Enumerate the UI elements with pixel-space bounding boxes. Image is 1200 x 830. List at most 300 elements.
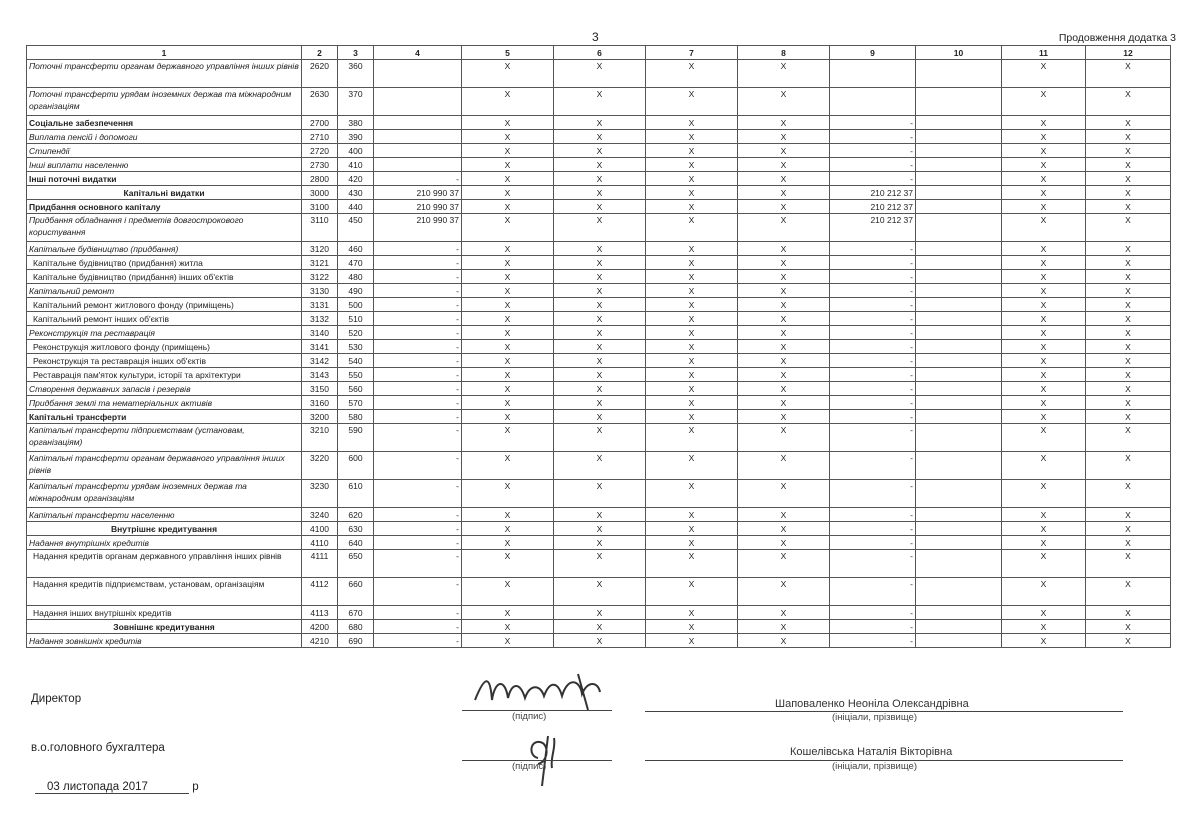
value-cell: X xyxy=(646,172,738,186)
value-cell: X xyxy=(646,606,738,620)
value-cell: 210 212 37 xyxy=(830,200,916,214)
value-cell: X xyxy=(462,144,554,158)
value-cell: X xyxy=(462,270,554,284)
value-cell: X xyxy=(738,452,830,480)
table-row xyxy=(27,620,1171,634)
value-cell: X xyxy=(646,340,738,354)
value-cell: - xyxy=(374,396,462,410)
value-cell: X xyxy=(738,368,830,382)
value-cell: X xyxy=(738,410,830,424)
value-cell: X xyxy=(738,522,830,536)
value-cell: X xyxy=(646,130,738,144)
line-code-cell: 370 xyxy=(338,88,374,116)
value-cell: X xyxy=(646,578,738,606)
kekv-code-cell: 3150 xyxy=(302,382,338,396)
value-cell: X xyxy=(462,326,554,340)
value-cell: X xyxy=(1086,634,1171,648)
value-cell: X xyxy=(1086,368,1171,382)
value-cell: X xyxy=(554,480,646,508)
value-cell: X xyxy=(646,508,738,522)
value-cell: X xyxy=(1086,452,1171,480)
kekv-code-cell: 3130 xyxy=(302,284,338,298)
value-cell: X xyxy=(1002,396,1086,410)
column-header: 9 xyxy=(830,46,916,60)
value-cell: X xyxy=(462,88,554,116)
value-cell: - xyxy=(374,368,462,382)
value-cell: X xyxy=(646,354,738,368)
value-cell xyxy=(916,326,1002,340)
value-cell: X xyxy=(738,116,830,130)
value-cell: X xyxy=(738,424,830,452)
value-cell: X xyxy=(554,410,646,424)
line-code-cell: 630 xyxy=(338,522,374,536)
kekv-code-cell: 3110 xyxy=(302,214,338,242)
value-cell: 210 990 37 xyxy=(374,214,462,242)
value-cell: X xyxy=(554,340,646,354)
value-cell: X xyxy=(646,270,738,284)
table-row xyxy=(27,578,1171,606)
table-row xyxy=(27,326,1171,340)
kekv-code-cell: 3140 xyxy=(302,326,338,340)
value-cell: X xyxy=(1086,158,1171,172)
line-code-cell: 690 xyxy=(338,634,374,648)
value-cell: X xyxy=(1086,396,1171,410)
kekv-code-cell: 4111 xyxy=(302,550,338,578)
column-header: 4 xyxy=(374,46,462,60)
row-name-cell: Капітальні трансферти органам державного управління інших рівнів xyxy=(27,452,302,480)
value-cell: X xyxy=(1086,480,1171,508)
table-row xyxy=(27,550,1171,578)
value-cell: X xyxy=(462,550,554,578)
table-row xyxy=(27,522,1171,536)
value-cell: X xyxy=(462,536,554,550)
value-cell xyxy=(374,158,462,172)
value-cell: X xyxy=(646,620,738,634)
kekv-code-cell: 4113 xyxy=(302,606,338,620)
value-cell xyxy=(916,340,1002,354)
value-cell: - xyxy=(830,116,916,130)
value-cell: - xyxy=(374,354,462,368)
row-name-cell: Створення державних запасів і резервів xyxy=(27,382,302,396)
value-cell: X xyxy=(1002,424,1086,452)
value-cell xyxy=(916,634,1002,648)
value-cell: X xyxy=(554,270,646,284)
value-cell: X xyxy=(1002,368,1086,382)
row-name-cell: Інші виплати населенню xyxy=(27,158,302,172)
value-cell: X xyxy=(554,60,646,88)
table-row xyxy=(27,214,1171,242)
row-name-cell: Реконструкція та реставрація xyxy=(27,326,302,340)
value-cell: X xyxy=(554,368,646,382)
value-cell: X xyxy=(462,508,554,522)
value-cell: X xyxy=(462,312,554,326)
value-cell: X xyxy=(738,578,830,606)
kekv-code-cell: 3200 xyxy=(302,410,338,424)
value-cell: X xyxy=(462,396,554,410)
value-cell xyxy=(830,60,916,88)
value-cell: X xyxy=(1086,298,1171,312)
value-cell: X xyxy=(646,284,738,298)
value-cell: X xyxy=(462,284,554,298)
table-row xyxy=(27,256,1171,270)
row-name-cell: Надання інших внутрішніх кредитів xyxy=(27,606,302,620)
value-cell xyxy=(916,186,1002,200)
value-cell: - xyxy=(374,620,462,634)
value-cell: X xyxy=(738,144,830,158)
row-name-cell: Капітальний ремонт житлового фонду (приміщень) xyxy=(27,298,302,312)
value-cell: - xyxy=(374,382,462,396)
column-header: 11 xyxy=(1002,46,1086,60)
table-row xyxy=(27,60,1171,88)
value-cell: X xyxy=(646,200,738,214)
value-cell: X xyxy=(1002,242,1086,256)
kekv-code-cell: 4200 xyxy=(302,620,338,634)
kekv-code-cell: 4110 xyxy=(302,536,338,550)
value-cell: X xyxy=(554,214,646,242)
row-name-cell: Капітальне будівництво (придбання) інших об'єктів xyxy=(27,270,302,284)
value-cell xyxy=(916,214,1002,242)
value-cell: X xyxy=(1086,242,1171,256)
column-header: 1 xyxy=(27,46,302,60)
row-name-cell: Капітальні видатки xyxy=(27,186,302,200)
value-cell: X xyxy=(462,172,554,186)
value-cell: X xyxy=(1002,186,1086,200)
value-cell: X xyxy=(1002,88,1086,116)
table-header-row xyxy=(27,46,1171,60)
table-row xyxy=(27,452,1171,480)
kekv-code-cell: 3210 xyxy=(302,424,338,452)
value-cell xyxy=(916,270,1002,284)
value-cell: X xyxy=(738,214,830,242)
value-cell: - xyxy=(830,410,916,424)
row-name-cell: Капітальне будівництво (придбання) житла xyxy=(27,256,302,270)
value-cell: X xyxy=(554,144,646,158)
row-name-cell: Капітальне будівництво (придбання) xyxy=(27,242,302,256)
value-cell: X xyxy=(738,480,830,508)
value-cell: X xyxy=(554,158,646,172)
table-row xyxy=(27,130,1171,144)
line-code-cell: 420 xyxy=(338,172,374,186)
value-cell: - xyxy=(830,620,916,634)
value-cell: X xyxy=(646,410,738,424)
kekv-code-cell: 3122 xyxy=(302,270,338,284)
value-cell: X xyxy=(1086,172,1171,186)
value-cell: - xyxy=(830,298,916,312)
value-cell xyxy=(830,88,916,116)
value-cell: X xyxy=(1002,270,1086,284)
value-cell: X xyxy=(554,508,646,522)
kekv-code-cell: 3120 xyxy=(302,242,338,256)
value-cell: - xyxy=(830,242,916,256)
kekv-code-cell: 3142 xyxy=(302,354,338,368)
value-cell: X xyxy=(462,158,554,172)
line-code-cell: 650 xyxy=(338,550,374,578)
value-cell: X xyxy=(554,298,646,312)
value-cell: - xyxy=(374,508,462,522)
value-cell: X xyxy=(738,270,830,284)
table-row xyxy=(27,144,1171,158)
director-sign-caption: (підпис) xyxy=(512,711,547,722)
value-cell: X xyxy=(1086,508,1171,522)
value-cell: X xyxy=(738,550,830,578)
value-cell: X xyxy=(554,382,646,396)
line-code-cell: 550 xyxy=(338,368,374,382)
value-cell: X xyxy=(462,606,554,620)
kekv-code-cell: 3143 xyxy=(302,368,338,382)
value-cell: X xyxy=(1086,410,1171,424)
line-code-cell: 640 xyxy=(338,536,374,550)
row-name-cell: Придбання землі та нематеріальних активів xyxy=(27,396,302,410)
value-cell xyxy=(916,508,1002,522)
director-name-caption: (ініціали, прізвище) xyxy=(832,712,917,723)
line-code-cell: 460 xyxy=(338,242,374,256)
value-cell: X xyxy=(646,634,738,648)
value-cell: - xyxy=(374,326,462,340)
value-cell xyxy=(916,256,1002,270)
value-cell: X xyxy=(554,578,646,606)
value-cell: X xyxy=(738,200,830,214)
table-row xyxy=(27,200,1171,214)
value-cell xyxy=(374,60,462,88)
table-row xyxy=(27,424,1171,452)
value-cell: X xyxy=(646,88,738,116)
date-value: 03 листопада 2017 xyxy=(35,781,189,794)
column-header: 5 xyxy=(462,46,554,60)
value-cell: X xyxy=(646,326,738,340)
line-code-cell: 580 xyxy=(338,410,374,424)
value-cell: X xyxy=(1002,326,1086,340)
value-cell: - xyxy=(830,158,916,172)
value-cell xyxy=(916,578,1002,606)
value-cell: - xyxy=(374,340,462,354)
kekv-code-cell: 4112 xyxy=(302,578,338,606)
value-cell: X xyxy=(462,354,554,368)
line-code-cell: 390 xyxy=(338,130,374,144)
value-cell xyxy=(916,312,1002,326)
kekv-code-cell: 2700 xyxy=(302,116,338,130)
value-cell: - xyxy=(374,172,462,186)
value-cell: X xyxy=(646,424,738,452)
accountant-signature xyxy=(520,728,570,790)
value-cell: X xyxy=(1002,200,1086,214)
value-cell xyxy=(916,480,1002,508)
value-cell: X xyxy=(554,354,646,368)
date-suffix: р xyxy=(192,781,199,793)
value-cell: X xyxy=(554,242,646,256)
value-cell: - xyxy=(374,410,462,424)
table-row xyxy=(27,382,1171,396)
value-cell: - xyxy=(374,284,462,298)
value-cell: X xyxy=(1002,550,1086,578)
value-cell: - xyxy=(830,256,916,270)
table-row xyxy=(27,508,1171,522)
value-cell: - xyxy=(374,242,462,256)
line-code-cell: 430 xyxy=(338,186,374,200)
line-code-cell: 610 xyxy=(338,480,374,508)
kekv-code-cell: 3132 xyxy=(302,312,338,326)
value-cell: - xyxy=(830,536,916,550)
value-cell: X xyxy=(1086,214,1171,242)
row-name-cell: Надання зовнішніх кредитів xyxy=(27,634,302,648)
value-cell: X xyxy=(1086,620,1171,634)
value-cell xyxy=(916,536,1002,550)
value-cell xyxy=(916,158,1002,172)
line-code-cell: 470 xyxy=(338,256,374,270)
table-row xyxy=(27,312,1171,326)
table-row xyxy=(27,340,1171,354)
row-name-cell: Надання кредитів органам державного управління інших рівнів xyxy=(27,550,302,578)
value-cell: X xyxy=(1086,326,1171,340)
value-cell: X xyxy=(1002,144,1086,158)
line-code-cell: 360 xyxy=(338,60,374,88)
value-cell: X xyxy=(462,522,554,536)
value-cell: X xyxy=(554,130,646,144)
line-code-cell: 600 xyxy=(338,452,374,480)
value-cell: - xyxy=(374,536,462,550)
value-cell: - xyxy=(830,606,916,620)
value-cell: X xyxy=(462,298,554,312)
row-name-cell: Капітальний ремонт інших об'єктів xyxy=(27,312,302,326)
kekv-code-cell: 2710 xyxy=(302,130,338,144)
value-cell: X xyxy=(1002,340,1086,354)
value-cell: - xyxy=(830,326,916,340)
value-cell: X xyxy=(554,634,646,648)
row-name-cell: Соціальне забезпечення xyxy=(27,116,302,130)
value-cell: X xyxy=(1086,606,1171,620)
value-cell: X xyxy=(462,242,554,256)
value-cell: X xyxy=(554,606,646,620)
value-cell xyxy=(374,116,462,130)
value-cell xyxy=(916,284,1002,298)
value-cell: - xyxy=(830,452,916,480)
continuation-label: Продовження додатка 3 xyxy=(1058,32,1176,44)
line-code-cell: 490 xyxy=(338,284,374,298)
value-cell: X xyxy=(462,116,554,130)
value-cell: X xyxy=(738,536,830,550)
value-cell: X xyxy=(462,634,554,648)
value-cell: - xyxy=(374,550,462,578)
column-header: 12 xyxy=(1086,46,1171,60)
value-cell xyxy=(916,368,1002,382)
value-cell: X xyxy=(646,186,738,200)
value-cell: X xyxy=(554,116,646,130)
value-cell: X xyxy=(1002,256,1086,270)
value-cell: X xyxy=(738,186,830,200)
value-cell: X xyxy=(554,284,646,298)
column-header: 8 xyxy=(738,46,830,60)
table-row xyxy=(27,634,1171,648)
value-cell: X xyxy=(1086,144,1171,158)
value-cell: X xyxy=(462,424,554,452)
line-code-cell: 520 xyxy=(338,326,374,340)
value-cell: - xyxy=(830,270,916,284)
value-cell xyxy=(916,452,1002,480)
value-cell: X xyxy=(646,452,738,480)
value-cell: X xyxy=(462,130,554,144)
row-name-cell: Надання внутрішніх кредитів xyxy=(27,536,302,550)
value-cell: - xyxy=(830,578,916,606)
value-cell: X xyxy=(1002,158,1086,172)
kekv-code-cell: 3000 xyxy=(302,186,338,200)
row-name-cell: Інші поточні видатки xyxy=(27,172,302,186)
value-cell: - xyxy=(830,424,916,452)
kekv-code-cell: 3141 xyxy=(302,340,338,354)
value-cell: X xyxy=(554,88,646,116)
column-header: 3 xyxy=(338,46,374,60)
value-cell: X xyxy=(738,396,830,410)
value-cell: X xyxy=(1002,172,1086,186)
value-cell: X xyxy=(554,424,646,452)
value-cell xyxy=(916,396,1002,410)
value-cell: X xyxy=(1002,214,1086,242)
value-cell: X xyxy=(1002,578,1086,606)
row-name-cell: Капітальні трансферти населенню xyxy=(27,508,302,522)
value-cell: X xyxy=(1002,410,1086,424)
value-cell: X xyxy=(554,326,646,340)
value-cell xyxy=(374,144,462,158)
value-cell: X xyxy=(554,396,646,410)
value-cell: X xyxy=(738,284,830,298)
value-cell: - xyxy=(830,396,916,410)
line-code-cell: 540 xyxy=(338,354,374,368)
value-cell: 210 990 37 xyxy=(374,186,462,200)
line-code-cell: 480 xyxy=(338,270,374,284)
value-cell: X xyxy=(1086,522,1171,536)
value-cell: X xyxy=(1086,186,1171,200)
value-cell: X xyxy=(1002,298,1086,312)
value-cell: - xyxy=(374,578,462,606)
value-cell: X xyxy=(1002,508,1086,522)
value-cell: X xyxy=(462,186,554,200)
value-cell: X xyxy=(462,452,554,480)
value-cell: X xyxy=(554,256,646,270)
value-cell: - xyxy=(374,522,462,536)
value-cell: - xyxy=(830,522,916,536)
value-cell: X xyxy=(1086,88,1171,116)
row-name-cell: Реставрація пам'яток культури, історії та архітектури xyxy=(27,368,302,382)
value-cell: - xyxy=(374,270,462,284)
value-cell: 210 990 37 xyxy=(374,200,462,214)
value-cell xyxy=(916,410,1002,424)
value-cell: X xyxy=(1086,130,1171,144)
value-cell: X xyxy=(554,452,646,480)
table-body xyxy=(27,60,1171,648)
kekv-code-cell: 2730 xyxy=(302,158,338,172)
value-cell: - xyxy=(830,368,916,382)
table-row xyxy=(27,606,1171,620)
value-cell xyxy=(916,60,1002,88)
value-cell: - xyxy=(830,508,916,522)
director-signature xyxy=(470,670,620,712)
table-row xyxy=(27,172,1171,186)
value-cell: X xyxy=(1002,480,1086,508)
value-cell: X xyxy=(1002,606,1086,620)
value-cell: - xyxy=(830,634,916,648)
row-name-cell: Придбання обладнання і предметів довгострокового користування xyxy=(27,214,302,242)
row-name-cell: Реконструкція житлового фонду (приміщень) xyxy=(27,340,302,354)
director-label: Директор xyxy=(31,693,82,705)
value-cell: X xyxy=(462,200,554,214)
value-cell: X xyxy=(1086,550,1171,578)
value-cell xyxy=(916,382,1002,396)
value-cell: X xyxy=(646,242,738,256)
value-cell: X xyxy=(738,508,830,522)
director-name: Шаповаленко Неоніла Олександрівна xyxy=(775,698,969,710)
value-cell: X xyxy=(462,578,554,606)
value-cell: X xyxy=(554,522,646,536)
value-cell: - xyxy=(830,312,916,326)
line-code-cell: 380 xyxy=(338,116,374,130)
